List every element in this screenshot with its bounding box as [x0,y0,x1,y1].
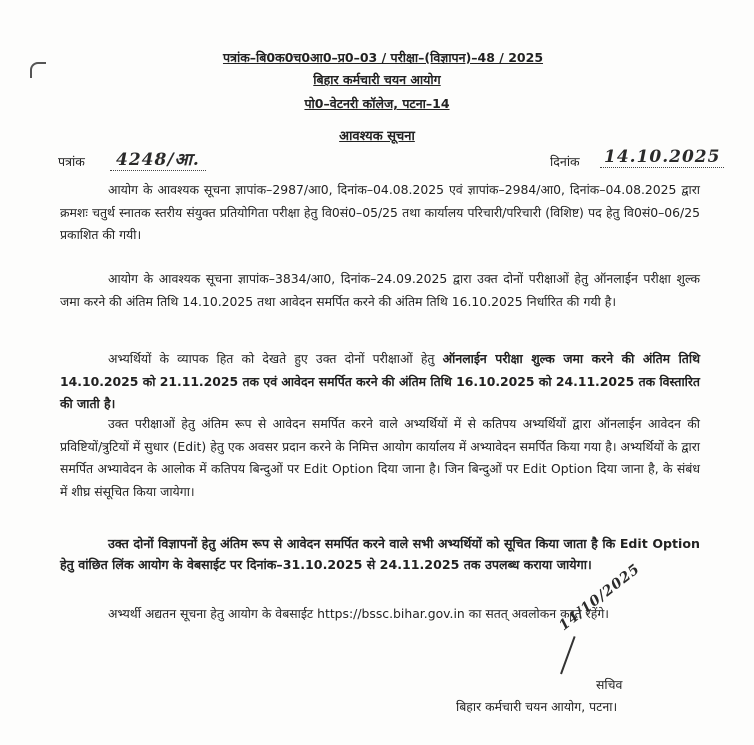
date-label: दिनांक [550,154,580,169]
signatory-role: सचिव [596,677,623,692]
ref-date: 14.10.2025 [600,147,724,168]
paragraph-1: आयोग के आवश्यक सूचना ज्ञापांक–2987/आ0, दिनांक–04.08.2025 एवं ज्ञापांक–2984/आ0, दिनांक–04.08.2025 द्वारा क्रमशः चतुर्थ स्नातक स्तरीय संयुक्त प्रतियोगिता परीक्षा हेतु वि0सं0–05/25 तथा कार्यालय परिचारी/परिचारी (विशिष्ट) पद हेतु वि0सं0–06/25 प्रकाशित की गयी। [60,182,700,242]
paragraph-4: उक्त परीक्षाओं हेतु अंतिम रूप से आवेदन समर्पित करने वाले अभ्यर्थियों में से कतिपय अभ्यर्थियों द्वारा ऑनलाईन आवेदन की प्रविष्टियों/त्रुटियों में सुधार (Edit) हेतु एक अवसर प्रदान करने के निमित्त आयोग कार्यालय में अभ्यावेदन समर्पित किया गया है। अभ्यर्थियों के द्वारा समर्पित अभ्यावेदन के आलोक में कतिपय बिन्दुओं पर Edit Option दिया जाना है। जिन बिन्दुओं पर Edit Option दिया जाना है, के संबंध में शीघ्र संसूचित किया जायेगा। [60,416,700,499]
notice-title: आवश्यक सूचना [339,129,415,144]
handwritten-signature-date: 14/10/2025 [556,560,644,634]
reference-row [58,149,738,175]
paragraph-3 [60,348,700,416]
signatory-organization: बिहार कर्मचारी चयन आयोग, पटना। [456,699,618,714]
paragraph-3-bold: ऑनलाईन परीक्षा शुल्क जमा करने की अंतिम तिथि 14.10.2025 को 21.11.2025 तक एवं आवेदन समर्पित करने की अंतिम तिथि 16.10.2025 को 24.11.2025 तक विस्तारित की जाती है। [60,351,700,411]
paragraph-5: उक्त दोनों विज्ञापनों हेतु अंतिम रूप से आवेदन समर्पित करने वाले सभी अभ्यर्थियों को सूचित किया जाता है कि Edit Option हेतु वांछित लिंक आयोग के वेबसाईट पर दिनांक–31.10.2025 से 24.11.2025 तक उपलब्ध कराया जायेगा। [60,536,700,572]
paragraph-6: अभ्यर्थी अद्यतन सूचना हेतु आयोग के वेबसाईट https://bssc.bihar.gov.in का सतत् अवलोकन करते रहेंगे। [108,606,610,621]
organization-name: बिहार कर्मचारी चयन आयोग [313,72,441,87]
organization-address: पो0–वेटनरी कॉलेज, पटना–14 [304,96,450,111]
ref-number: 4248/आ. [110,147,206,171]
letter-number-header: पत्रांक–बि0क0च0आ0–प्र0–03 / परीक्षा–(विज्ञापन)–48 / 2025 [222,50,544,65]
ref-label: पत्रांक [58,154,85,169]
paragraph-2: आयोग के आवश्यक सूचना ज्ञापांक–3834/आ0, दिनांक–24.09.2025 द्वारा उक्त दोनों परीक्षाओं हेतु ऑनलाईन परीक्षा शुल्क जमा करने की अंतिम तिथि 14.10.2025 तथा आवेदन समर्पित करने की अंतिम तिथि 16.10.2025 निर्धारित की गयी है। [60,271,700,309]
paragraph-3-normal: अभ्यर्थियों के व्यापक हित को देखते हुए उक्त दोनों परीक्षाओं हेतु [108,351,435,366]
